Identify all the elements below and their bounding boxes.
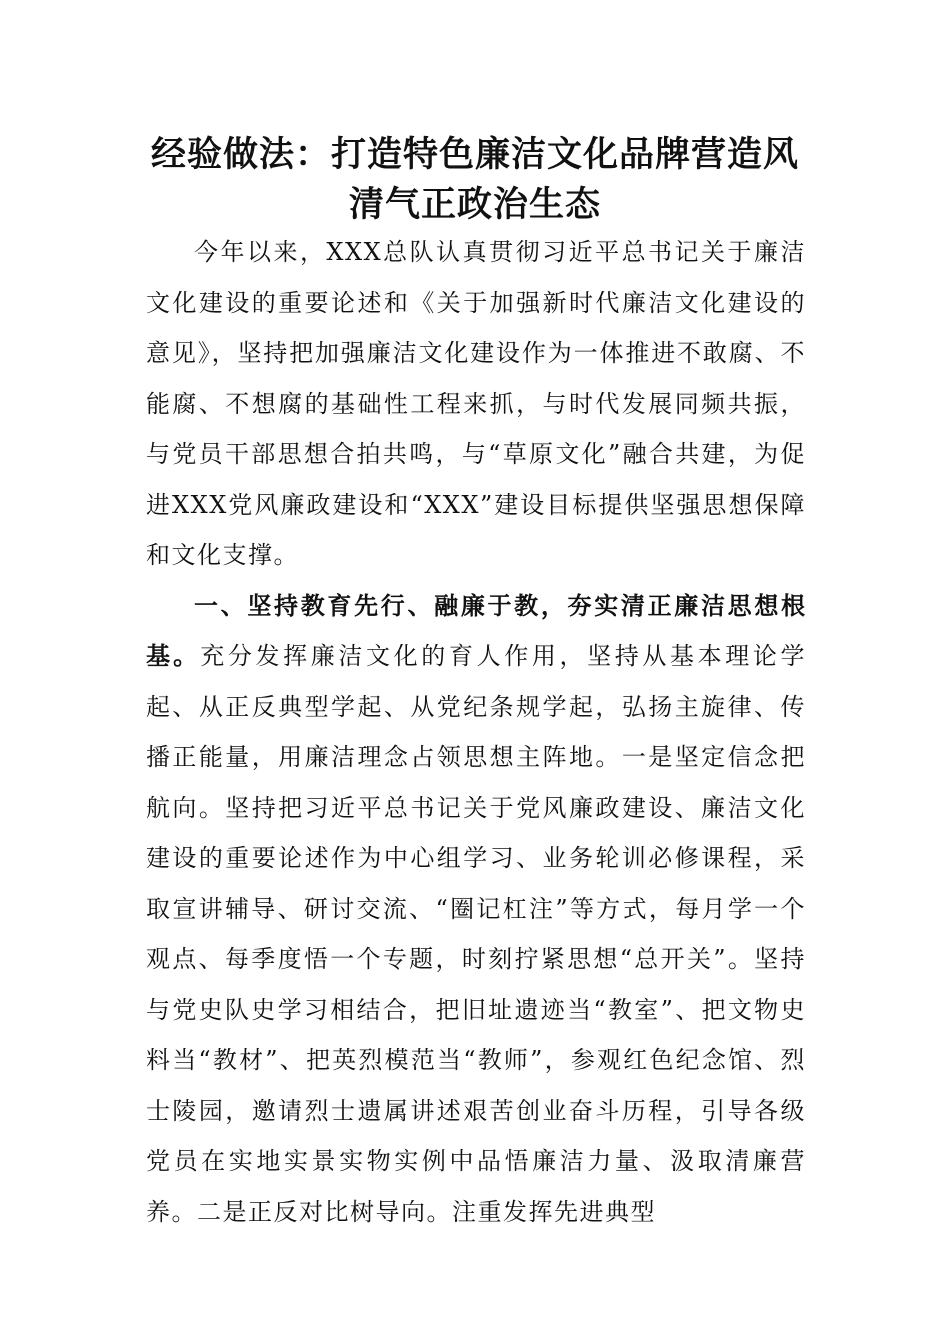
title-line-2: 清气正政治生态 [348, 185, 601, 225]
title-line-1: 经验做法：打造特色廉洁文化品牌营造风 [150, 135, 799, 175]
document-title [140, 130, 810, 230]
document-body [146, 227, 806, 1237]
section-1-paragraph [146, 581, 806, 1238]
intro-paragraph: 今年以来，XXX总队认真贯彻习近平总书记关于廉洁文化建设的重要论述和《关于加强新时代廉洁文化建设的意见》，坚持把加强廉洁文化建设作为一体推进不敢腐、不能腐、不想腐的基础性工程来抓，与时代发展同频共振，与党员干部思想合拍共鸣，与“草原文化”融合共建，为促进XXX党风廉政建设和“XXX”建设目标提供坚强思想保障和文化支撑。 [146, 238, 806, 569]
section-1-body: 充分发挥廉洁文化的育人作用，坚持从基本理论学起、从正反典型学起、从党纪条规学起，弘扬主旋律、传播正能量，用廉洁理念占领思想主阵地。一是坚定信念把航向。坚持把习近平总书记关于党风廉政建设、廉洁文化建设的重要论述作为中心组学习、业务轮训必修课程，采取宣讲辅导、研讨交流、“圈记杠注”等方式，每月学一个观点、每季度悟一个专题，时刻拧紧思想“总开关”。坚持与党史队史学习相结合，把旧址遗迹当“教室”、把文物史料当“教材”、把英烈模范当“教师”，参观红色纪念馆、烈士陵园，邀请烈士遗属讲述艰苦创业奋斗历程，引导各级党员在实地实景实物实例中品悟廉洁力量、汲取清廉营养。二是正反对比树导向。注重发挥先进典型 [146, 642, 807, 1226]
section-1-heading: 一、坚持教育先行、融廉于教，夯实清正廉洁思想根基。 [146, 591, 806, 670]
